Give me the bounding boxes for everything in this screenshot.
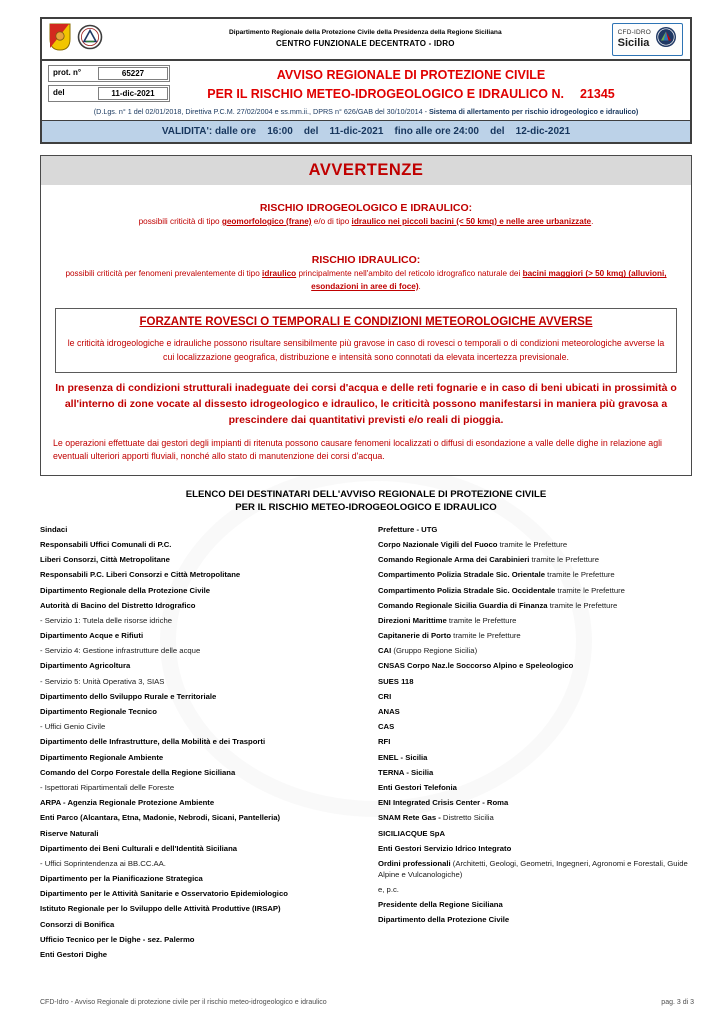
header-top-row <box>42 19 690 61</box>
cfd-emblem-icon <box>655 26 677 53</box>
elenco-heading-line1: ELENCO DEI DESTINATARI DELL'AVVISO REGIONALE DI PROTEZIONE CIVILE <box>185 488 547 500</box>
list-item: Dipartimento Regionale della Protezione Civile <box>40 585 211 595</box>
list-item: Presidente della Regione Siciliana <box>378 900 503 910</box>
rischio-idraulico-text: possibili criticità per fenomeni prevalentemente di tipo idraulico principalmente nell'ambito del reticolo idrografico naturale dei bacini maggiori (> 50 kmq) (alluvioni, esondazioni in aree di foce). <box>65 269 667 291</box>
protocol-date-row <box>48 85 170 102</box>
sicily-coat-of-arms-icon <box>49 23 71 56</box>
notice-title-line1: AVVISO REGIONALE DI PROTEZIONE CIVILE <box>276 68 546 82</box>
law-reference-line: (D.Lgs. n° 1 del 02/01/2018, Direttiva P.C.M. 27/02/2004 e ss.mm.ii., DPRS n° 626/GAB del 30/10/2014 - Sistema di allertamento per rischio idrogeologico e idraulico) <box>93 107 639 116</box>
list-item: SUES 118 <box>378 676 414 686</box>
notice-title-line2: PER IL RISCHIO METEO-IDROGEOLOGICO E IDRAULICO N. 21345 <box>207 87 615 102</box>
list-item: CRI <box>378 691 392 701</box>
list-item: RFI <box>378 737 391 747</box>
list-item: Comando Regionale Sicilia Guardia di Finanza tramite le Prefetture <box>378 600 618 610</box>
list-item: Liberi Consorzi, Città Metropolitane <box>40 555 170 565</box>
page-footer <box>40 999 694 1006</box>
protocol-number-row <box>48 65 170 82</box>
list-item: Capitanerie di Porto tramite le Prefetture <box>378 631 521 641</box>
notice-title <box>170 65 684 105</box>
cfd-logo-line1: CFD-IDRO <box>617 29 651 37</box>
list-item: Dipartimento dei Beni Culturali e dell'Identità Siciliana <box>40 843 238 853</box>
elenco-heading-line2: PER IL RISCHIO METEO-IDROGEOLOGICO E IDRAULICO <box>235 501 497 513</box>
list-item: Dipartimento della Protezione Civile <box>378 915 510 925</box>
list-item: Autorità di Bacino del Distretto Idrografico <box>40 600 196 610</box>
list-item: - Ispettorati Ripartimentali delle Foreste <box>40 782 175 792</box>
list-item: SNAM Rete Gas - Distretto Sicilia <box>378 813 494 823</box>
list-item: Istituto Regionale per lo Sviluppo delle Attività Produttive (IRSAP) <box>40 904 281 914</box>
list-item: SICILIACQUE SpA <box>378 828 446 838</box>
list-item: Enti Parco (Alcantara, Etna, Madonie, Nebrodi, Sicani, Pantelleria) <box>40 813 281 823</box>
list-item: CNSAS Corpo Naz.le Soccorso Alpino e Speleologico <box>378 661 574 671</box>
date-value: 11-dic-2021 <box>98 87 168 100</box>
footer-page-number: pag. 3 di 3 <box>661 999 694 1006</box>
list-item: - Uffici Soprintendenza ai BB.CC.AA. <box>40 858 166 868</box>
list-item: CAS <box>378 722 395 732</box>
avvertenze-heading: AVVERTENZE <box>41 156 691 185</box>
condizioni-strutturali-paragraph: In presenza di condizioni strutturali inadeguate dei corsi d'acqua e delle reti fognarie e in caso di beni ubicati in prossimità o all'interno di zone vocate al dissesto idrogeologico e idraulico, le criticità possono manifestarsi in maniera più gravosa a prescindere dai quantitativi previsti e/o reali di pioggia. <box>55 382 677 426</box>
list-item: Comando Regionale Arma dei Carabinieri tramite le Prefetture <box>378 555 600 565</box>
validity-band: VALIDITA': dalle ore 16:00 del 11-dic-2021 fino alle ore 24:00 del 12-dic-2021 <box>42 120 690 142</box>
footer-document-label: CFD-Idro - Avviso Regionale di protezione civile per il rischio meteo-idrogeologico e idraulico <box>40 999 327 1006</box>
list-item: CAI (Gruppo Regione Sicilia) <box>378 646 478 656</box>
rischio-idrogeologico-title: RISCHIO IDROGEOLOGICO E IDRAULICO: <box>259 202 473 214</box>
destinatari-right-column <box>378 524 692 964</box>
list-item: ARPA - Agenzia Regionale Protezione Ambiente <box>40 798 215 808</box>
list-item: Prefetture - UTG <box>378 524 438 534</box>
rischio-idrogeologico-text: possibili criticità di tipo geomorfologico (frane) e/o di tipo idraulico nei piccoli bacini (< 50 kmq) e nelle aree urbanizzate. <box>138 217 594 226</box>
list-item: Riserve Naturali <box>40 828 99 838</box>
list-item: Dipartimento Agricoltura <box>40 661 131 671</box>
list-item: Enti Gestori Dighe <box>40 950 108 960</box>
list-item: Compartimento Polizia Stradale Sic. Orientale tramite le Prefetture <box>378 570 615 580</box>
notice-number: 21345 <box>579 87 615 102</box>
list-item: - Uffici Genio Civile <box>40 722 106 732</box>
header-box <box>40 17 692 144</box>
list-item: ENI Integrated Crisis Center - Roma <box>378 798 509 808</box>
protezione-civile-round-icon <box>77 24 103 55</box>
list-item: Dipartimento Regionale Tecnico <box>40 707 157 717</box>
cfd-logo-line2: Sicilia <box>617 36 650 49</box>
list-item: - Servizio 1: Tutela delle risorse idriche <box>40 615 173 625</box>
header-department-title <box>119 28 612 50</box>
list-item: Ufficio Tecnico per le Dighe - sez. Palermo <box>40 934 195 944</box>
list-item: Dipartimento per la Pianificazione Strategica <box>40 874 203 884</box>
list-item: TERNA - Sicilia <box>378 767 434 777</box>
list-item: Enti Gestori Telefonia <box>378 782 457 792</box>
list-item: Responsabili Uffici Comunali di P.C. <box>40 539 172 549</box>
list-item: ANAS <box>378 707 400 717</box>
list-item: Sindaci <box>40 524 68 534</box>
list-item: Ordini professionali (Architetti, Geologi, Geometri, Ingegneri, Agronomi e Forestali, Guide Alpine e Vulcanologiche) <box>378 858 688 879</box>
destinatari-columns <box>40 524 692 964</box>
protocol-table <box>48 65 170 105</box>
protocol-label: prot. n° <box>53 68 82 77</box>
elenco-heading <box>40 489 692 515</box>
list-item: Dipartimento Regionale Ambiente <box>40 752 164 762</box>
operazioni-gestori-paragraph: Le operazioni effettuate dai gestori degli impianti di ritenuta possono causare fenomeni localizzati o diffusi di esondazione a valle delle dighe in relazione agli eventuali ulteriori apporti fluviali, nonché allo stato di manutenzione dei corsi d'acqua. <box>53 438 663 462</box>
destinatari-left-column <box>40 524 378 964</box>
header-logos <box>49 23 119 56</box>
list-item: Dipartimento dello Sviluppo Rurale e Territoriale <box>40 691 217 701</box>
forzante-box <box>55 308 677 373</box>
rischio-idraulico-title: RISCHIO IDRAULICO: <box>311 254 421 267</box>
list-item: Dipartimento Acque e Rifiuti <box>40 631 144 641</box>
list-item: e, p.c. <box>378 885 399 895</box>
list-item: Responsabili P.C. Liberi Consorzi e Città Metropolitane <box>40 570 241 580</box>
list-item: Dipartimento per le Attività Sanitarie e Osservatorio Epidemiologico <box>40 889 288 899</box>
list-item: Corpo Nazionale Vigili del Fuoco tramite le Prefetture <box>378 539 568 549</box>
forzante-text: le criticità idrogeologiche e idrauliche possono risultare sensibilmente più gravose in caso di rovesci o temporali o di condizioni meteorologiche avverse la cui localizzazione geografica, distribuzione e intensità sono connotati da elevata incertezza previsionale. <box>67 337 665 362</box>
list-item: Compartimento Polizia Stradale Sic. Occidentale tramite le Prefetture <box>378 585 625 595</box>
avvertenze-box <box>40 155 692 476</box>
list-item: Enti Gestori Servizio Idrico Integrato <box>378 843 512 853</box>
list-item: - Servizio 4: Gestione infrastrutture delle acque <box>40 646 201 656</box>
protocol-value: 65227 <box>98 67 168 80</box>
list-item: Direzioni Marittime tramite le Prefetture <box>378 615 517 625</box>
list-item: Comando del Corpo Forestale della Regione Siciliana <box>40 767 236 777</box>
cfd-idro-logo <box>612 23 683 56</box>
list-item: - Servizio 5: Unità Operativa 3, SIAS <box>40 676 165 686</box>
department-line: Dipartimento Regionale della Protezione Civile della Presidenza della Regione Siciliana <box>229 29 502 37</box>
header-title-row <box>42 61 690 105</box>
avvertenze-body <box>41 185 691 475</box>
list-item: ENEL - Sicilia <box>378 752 428 762</box>
forzante-title: FORZANTE ROVESCI O TEMPORALI E CONDIZIONI METEOROLOGICHE AVVERSE <box>139 315 593 328</box>
list-item: Consorzi di Bonifica <box>40 919 115 929</box>
date-label: del <box>53 88 65 97</box>
list-item: Dipartimento delle Infrastrutture, della Mobilità e dei Trasporti <box>40 737 266 747</box>
centro-funzionale-line: CENTRO FUNZIONALE DECENTRATO - IDRO <box>275 38 455 48</box>
